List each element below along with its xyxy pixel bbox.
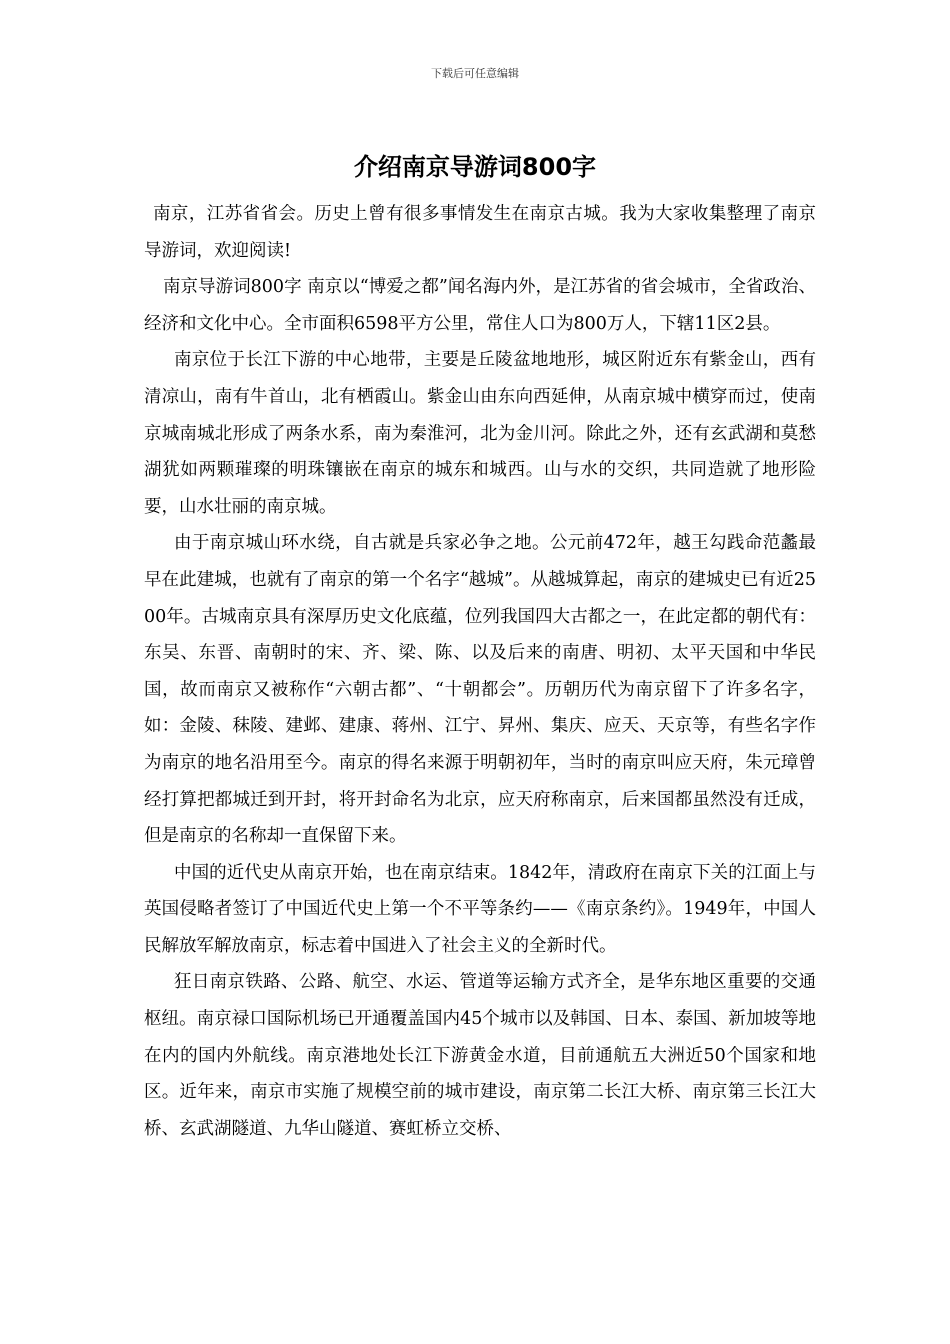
paragraph-transport: 狂日南京铁路、公路、航空、水运、管道等运输方式齐全，是华东地区重要的交通枢纽。南京禄口国际机场已开通覆盖国内45个城市以及韩国、日本、泰国、新加坡等地在内的国内外航线。南京港地处长江下游黄金水道，目前通航五大洲近50个国家和地区。近年来，南京市实施了规模空前的城市建设，南京第二长江大桥、南京第三长江大桥、玄武湖隧道、九华山隧道、赛虹桥立交桥、 <box>144 972 816 1139</box>
paragraph-intro: 南京，江苏省省会。历史上曾有很多事情发生在南京古城。我为大家收集整理了南京导游词，欢迎阅读! <box>144 204 816 261</box>
paragraph-modern-history: 中国的近代史从南京开始，也在南京结束。1842年，清政府在南京下关的江面上与英国侵略者签订了中国近代史上第一个不平等条约——《南京条约》。1949年，中国人民解放军解放南京，标志着中国进入了社会主义的全新时代。 <box>144 862 816 956</box>
document-body <box>144 196 816 1147</box>
paragraph-overview: 南京导游词800字 南京以“博爱之都”闻名海内外，是江苏省的省会城市，全省政治、经济和文化中心。全市面积6598平方公里，常住人口为800万人，下辖11区2县。 <box>144 277 816 334</box>
paragraph-history: 由于南京城山环水绕，自古就是兵家必争之地。公元前472年，越王勾践命范蠡最早在此建城，也就有了南京的第一个名字“越城”。从越城算起，南京的建城史已有近2500年。古城南京具有深厚历史文化底蕴，位列我国四大古都之一，在此定都的朝代有：东吴、东晋、南朝时的宋、齐、梁、陈、以及后来的南唐、明初、太平天国和中华民国，故而南京又被称作“六朝古都”、“十朝都会”。历朝历代为南京留下了许多名字，如：金陵、秣陵、建邺、建康、蒋州、江宁、昇州、集庆、应天、天京等，有些名字作为南京的地名沿用至今。南京的得名来源于明朝初年，当时的南京叫应天府，朱元璋曾经打算把都城迁到开封，将开封命名为北京，应天府称南京，后来国都虽然没有迁成，但是南京的名称却一直保留下来。 <box>144 533 816 847</box>
document-title: 介绍南京导游词800字 <box>353 153 597 181</box>
header-note: 下载后可任意编辑 <box>431 67 519 80</box>
paragraph-geography: 南京位于长江下游的中心地带，主要是丘陵盆地地形，城区附近东有紫金山，西有清凉山，南有牛首山，北有栖霞山。紫金山由东向西延伸，从南京城中横穿而过，使南京城南城北形成了两条水系，南为秦淮河，北为金川河。除此之外，还有玄武湖和莫愁湖犹如两颗璀璨的明珠镶嵌在南京的城东和城西。山与水的交织，共同造就了地形险要，山水壮丽的南京城。 <box>144 350 816 517</box>
